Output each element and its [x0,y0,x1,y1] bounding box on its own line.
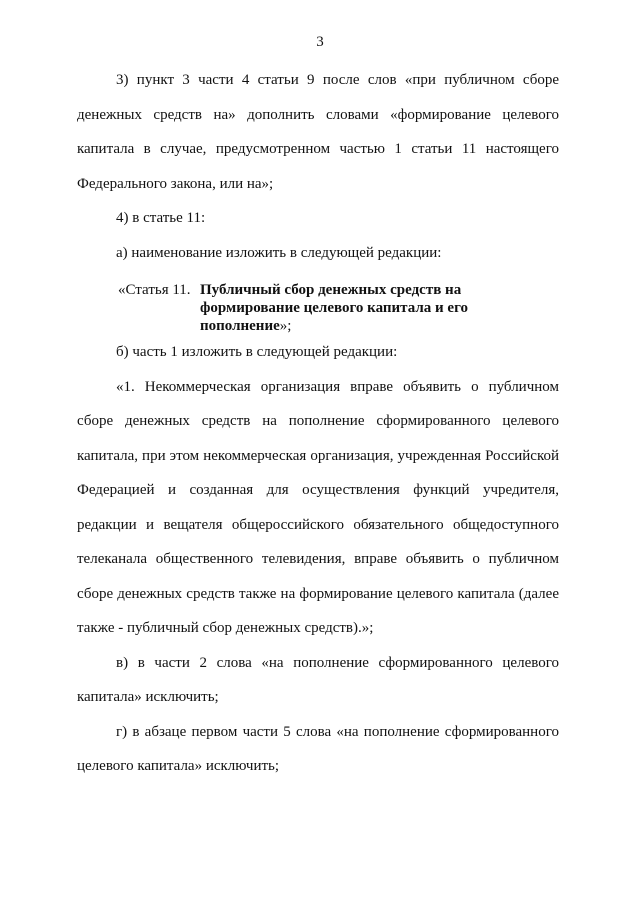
paragraph-item-3: 3) пункт 3 части 4 статьи 9 после слов «при публичном сборе денежных средств на» дополнить словами «формирование целевого капитала в случае, предусмотренном частью 1 статьи 11 настоящего Федерального закона, или на»; [77,72,559,192]
article-heading-title-text: Публичный сбор денежных средств на формирование целевого капитала и его пополнение [200,282,469,334]
article-heading-closing: »; [279,318,292,334]
paragraph-subitem-a: а) наименование изложить в следующей редакции: [116,244,442,261]
paragraph-subitem-b: б) часть 1 изложить в следующей редакции: [116,344,398,360]
paragraph-article-11: 4) в статье 11: [116,210,206,226]
article-heading-prefix: «Статья 11. [118,282,191,298]
paragraph-subitem-g: г) в абзаце первом части 5 слова «на пополнение сформированного целевого капитала» исключить; [77,723,559,774]
paragraph-new-part-1: «1. Некоммерческая организация вправе объявить о публичном сборе денежных средств на пополнение сформированного целевого капитала, при этом некоммерческая организация, учрежденная Российской Федерацией и созданная для осуществления функций учредителя, редакции и вещателя общероссийского обязательного общедоступного телеканала общественного телевидения, вправе объявить о публичном сборе денежных средств также на формирование целевого капитала (далее также - публичный сбор денежных средств).»; [77,378,559,636]
article-heading [118,281,538,335]
paragraph-subitem-v: в) в части 2 слова «на пополнение сформированного целевого капитала» исключить; [77,654,559,705]
page-number: 3 [316,34,324,50]
bottom-text-block [77,335,559,784]
article-heading-title [200,281,500,335]
top-text-block [77,63,559,270]
